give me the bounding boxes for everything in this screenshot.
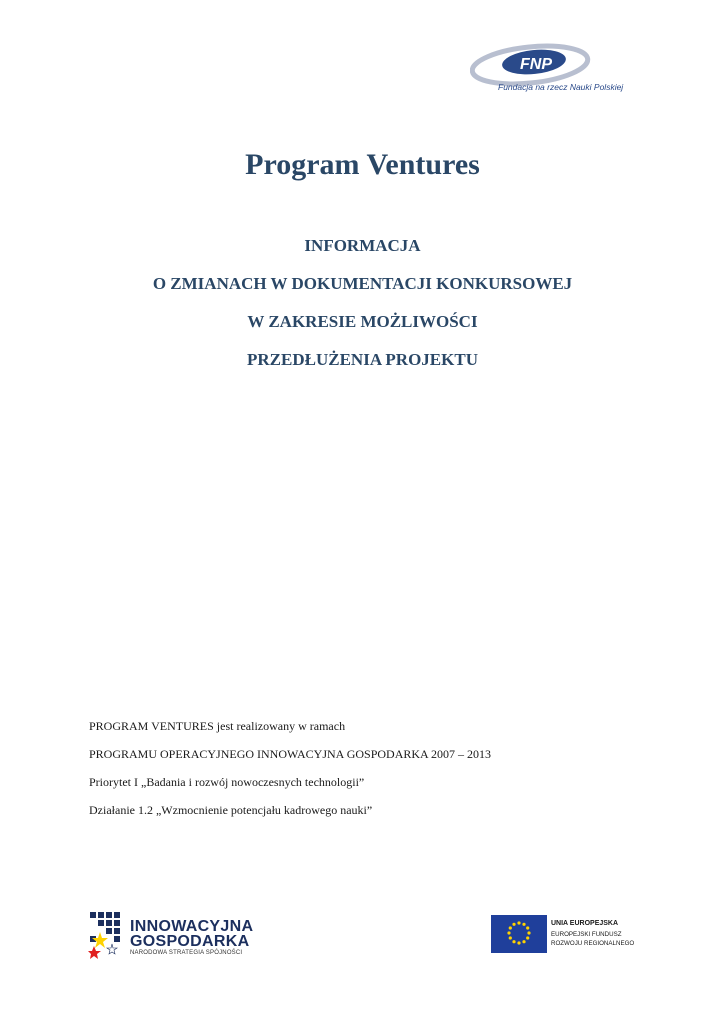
- subtitle-line-1: INFORMACJA: [304, 236, 421, 255]
- innowacyjna-logo-line-1: INNOWACYJNA: [130, 918, 254, 935]
- subtitle-line-2: O ZMIANACH W DOKUMENTACJI KONKURSOWEJ: [152, 274, 573, 293]
- funding-line-2: PROGRAMU OPERACYJNEGO INNOWACYJNA GOSPODARKA 2007 – 2013: [89, 747, 492, 761]
- funding-line-1: PROGRAM VENTURES jest realizowany w ramach: [89, 719, 346, 733]
- eu-logo-line-2: EUROPEJSKI FUNDUSZ: [551, 931, 622, 938]
- innowacyjna-logo-line-2: GOSPODARKA: [130, 933, 250, 950]
- innowacyjna-logo-line-3: NARODOWA STRATEGIA SPÓJNOŚCI: [130, 950, 243, 956]
- funding-line-4: Działanie 1.2 „Wzmocnienie potencjału kadrowego nauki”: [89, 803, 373, 817]
- subtitle-line-4: PRZEDŁUŻENIA PROJEKTU: [247, 350, 478, 369]
- subtitle-line-3: W ZAKRESIE MOŻLIWOŚCI: [247, 312, 478, 331]
- fnp-logo-tagline: Fundacja na rzecz Nauki Polskiej: [498, 82, 624, 92]
- funding-line-3: Priorytet I „Badania i rozwój nowoczesnych technologii”: [89, 775, 365, 789]
- fnp-logo-text: FNP: [520, 56, 552, 73]
- page-title: Program Ventures: [245, 148, 480, 181]
- eu-flag-icon: [491, 915, 547, 953]
- eu-logo-line-3: ROZWOJU REGIONALNEGO: [551, 940, 635, 947]
- eu-logo-line-1: UNIA EUROPEJSKA: [551, 920, 619, 927]
